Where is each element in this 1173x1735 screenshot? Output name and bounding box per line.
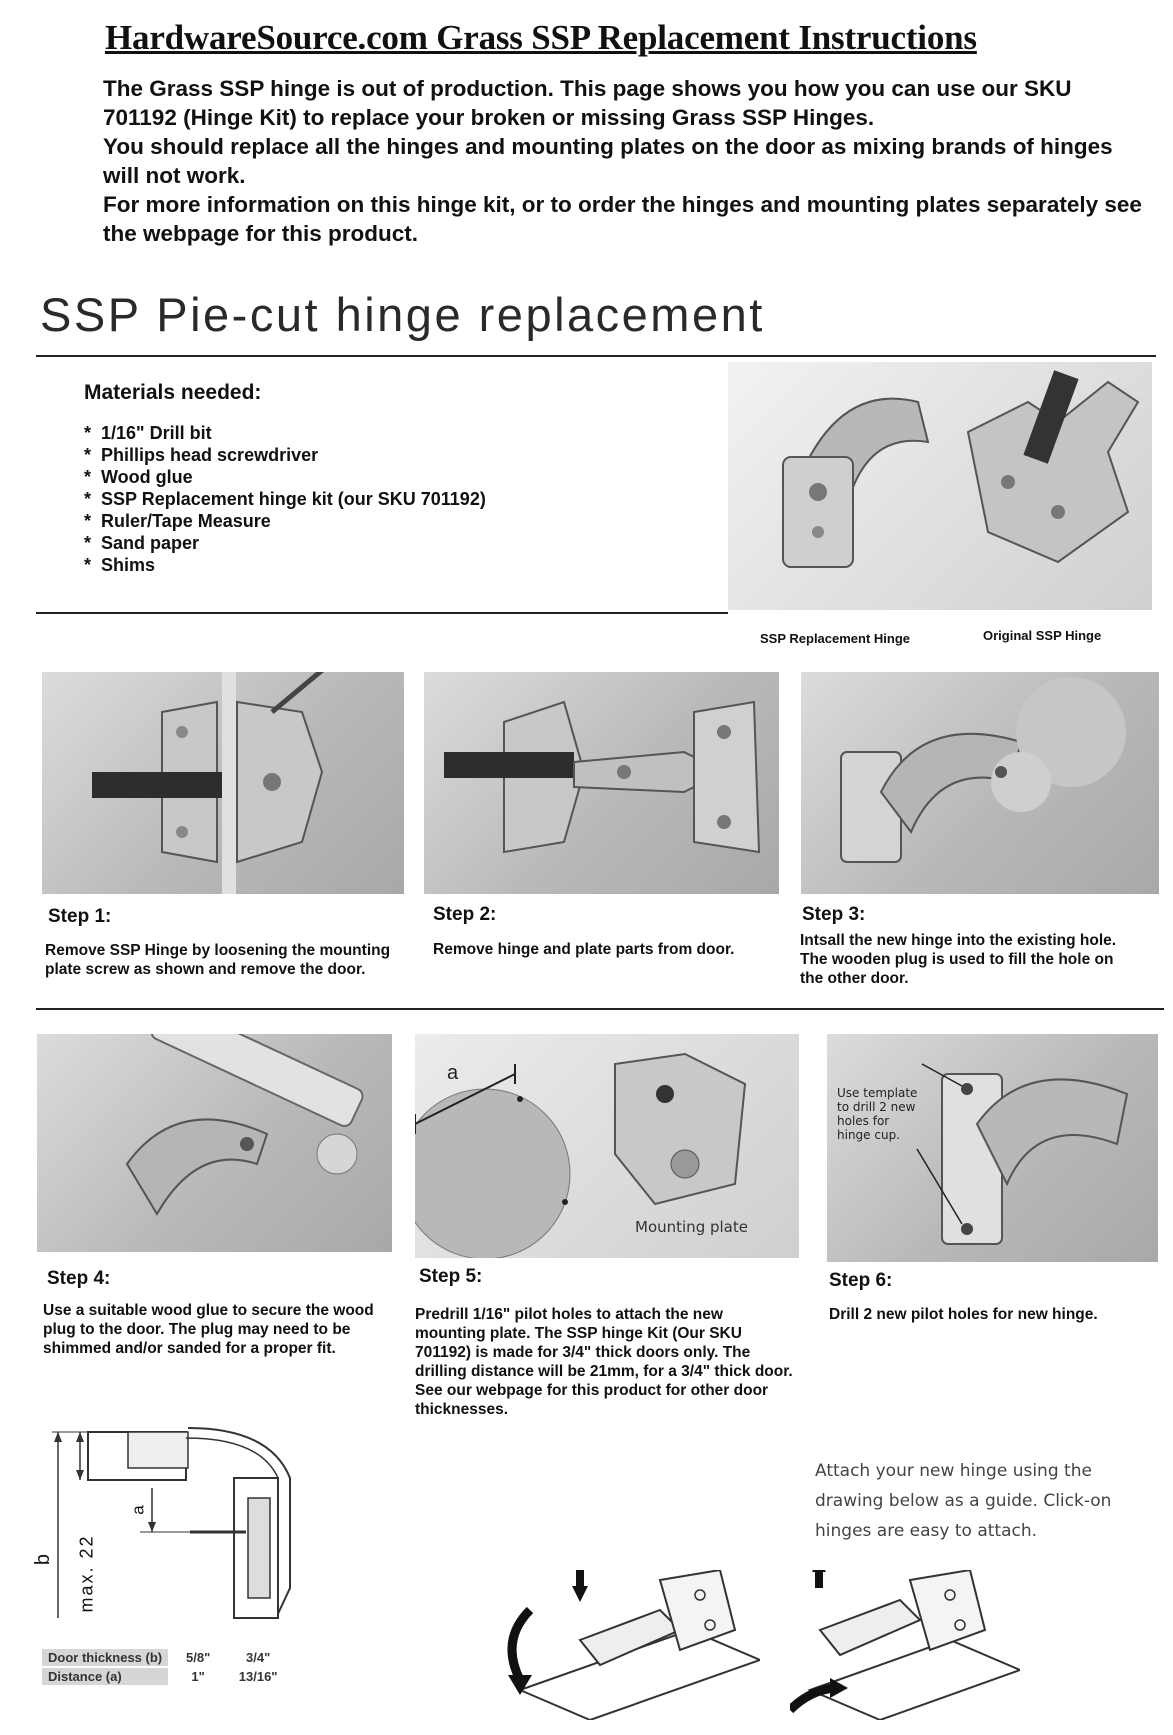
step-4-photo bbox=[37, 1034, 392, 1252]
step-6-title: Step 6: bbox=[829, 1270, 893, 1291]
table-cell: 5/8" bbox=[168, 1649, 228, 1667]
divider bbox=[36, 612, 728, 614]
step-6-text: Drill 2 new pilot holes for new hinge. bbox=[829, 1306, 1098, 1323]
materials-list bbox=[84, 422, 486, 576]
table-cell: 1" bbox=[168, 1667, 228, 1686]
table-label: Door thickness (b) bbox=[42, 1649, 168, 1667]
step-4-illustration bbox=[37, 1034, 392, 1252]
step-1-photo bbox=[42, 672, 404, 894]
list-item: * Phillips head screwdriver bbox=[84, 444, 486, 466]
step-1-text: Remove SSP Hinge by loosening the mounting plate screw as shown and remove the door. bbox=[45, 942, 391, 978]
step-4-title: Step 4: bbox=[47, 1268, 111, 1289]
step-5-title: Step 5: bbox=[419, 1266, 483, 1287]
step-3-text: Intsall the new hinge into the existing hole. The wooden plug is used to fill the hole on the other door. bbox=[800, 932, 1117, 987]
caption-original-hinge: Original SSP Hinge bbox=[983, 628, 1102, 643]
attach-drawing-1 bbox=[490, 1570, 760, 1720]
intro-text bbox=[103, 74, 1143, 248]
materials-title: Materials needed: bbox=[84, 381, 262, 404]
intro-paragraph: You should replace all the hinges and mounting plates on the door as mixing brands of hinges will not work. bbox=[103, 134, 1113, 188]
divider bbox=[36, 355, 1156, 357]
click-on-illustration bbox=[490, 1570, 760, 1720]
step-3-illustration bbox=[801, 672, 1159, 894]
step-6-illustration bbox=[827, 1034, 1158, 1262]
step-2-illustration bbox=[424, 672, 779, 894]
thickness-label-b: b bbox=[32, 1553, 55, 1566]
table-label: Distance (a) bbox=[42, 1667, 168, 1686]
max-22-label: max. 22 bbox=[76, 1534, 97, 1613]
step-2-title: Step 2: bbox=[433, 904, 497, 925]
list-item: * Wood glue bbox=[84, 466, 486, 488]
table-row bbox=[42, 1649, 288, 1667]
click-on-illustration bbox=[790, 1570, 1020, 1720]
table-cell: 3/4" bbox=[228, 1649, 288, 1667]
intro-paragraph: The Grass SSP hinge is out of production. This page shows you how you can use our SKU 701192 (Hinge Kit) to replace your broken or missing Grass SSP Hinges. bbox=[103, 76, 1072, 130]
step-2-text: Remove hinge and plate parts from door. bbox=[433, 941, 735, 958]
mounting-plate-label: Mounting plate bbox=[635, 1218, 748, 1236]
step-2-photo bbox=[424, 672, 779, 894]
dimension-diagram bbox=[32, 1418, 310, 1638]
hinge-comparison-photo bbox=[728, 362, 1152, 610]
attach-drawing-2 bbox=[790, 1570, 1020, 1720]
distance-label-a: a bbox=[128, 1505, 148, 1515]
step-3-photo bbox=[801, 672, 1159, 894]
hinge-comparison-illustration bbox=[728, 362, 1152, 610]
section-title: SSP Pie-cut hinge replacement bbox=[40, 288, 765, 341]
step-5-text: Predrill 1/16" pilot holes to attach the new mounting plate. The SSP hinge Kit (Our SKU 701192) is made for 3/4" thick doors only. The drilling distance will be 21mm, for a 3/4" thick door. See our webpage for this product for other door thicknesses. bbox=[415, 1306, 793, 1418]
page-title: HardwareSource.com Grass SSP Replacement Instructions bbox=[105, 18, 977, 57]
distance-label-a: a bbox=[447, 1062, 459, 1084]
intro-paragraph: For more information on this hinge kit, or to order the hinges and mounting plates separately see the webpage for this product. bbox=[103, 192, 1142, 246]
list-item: * SSP Replacement hinge kit (our SKU 701192) bbox=[84, 488, 486, 510]
template-note: Use template to drill 2 new holes for hinge cup. bbox=[837, 1086, 918, 1142]
step-1-illustration bbox=[42, 672, 404, 894]
list-item: * Sand paper bbox=[84, 532, 486, 554]
list-item: * 1/16" Drill bit bbox=[84, 422, 486, 444]
step-4-text: Use a suitable wood glue to secure the wood plug to the door. The plug may need to be shimmed and/or sanded for a proper fit. bbox=[43, 1302, 374, 1357]
step-1-title: Step 1: bbox=[48, 906, 112, 927]
step-3-title: Step 3: bbox=[802, 904, 866, 925]
caption-replacement-hinge: SSP Replacement Hinge bbox=[760, 631, 911, 646]
step-5-photo bbox=[415, 1034, 799, 1258]
step-6-photo bbox=[827, 1034, 1158, 1262]
list-item: * Shims bbox=[84, 554, 486, 576]
attach-instructions: Attach your new hinge using the drawing below as a guide. Click-on hinges are easy to attach. bbox=[815, 1461, 1112, 1541]
dimension-table bbox=[42, 1649, 288, 1687]
list-item: * Ruler/Tape Measure bbox=[84, 510, 486, 532]
table-row bbox=[42, 1667, 288, 1686]
table-cell: 13/16" bbox=[228, 1667, 288, 1686]
divider bbox=[36, 1008, 1164, 1010]
